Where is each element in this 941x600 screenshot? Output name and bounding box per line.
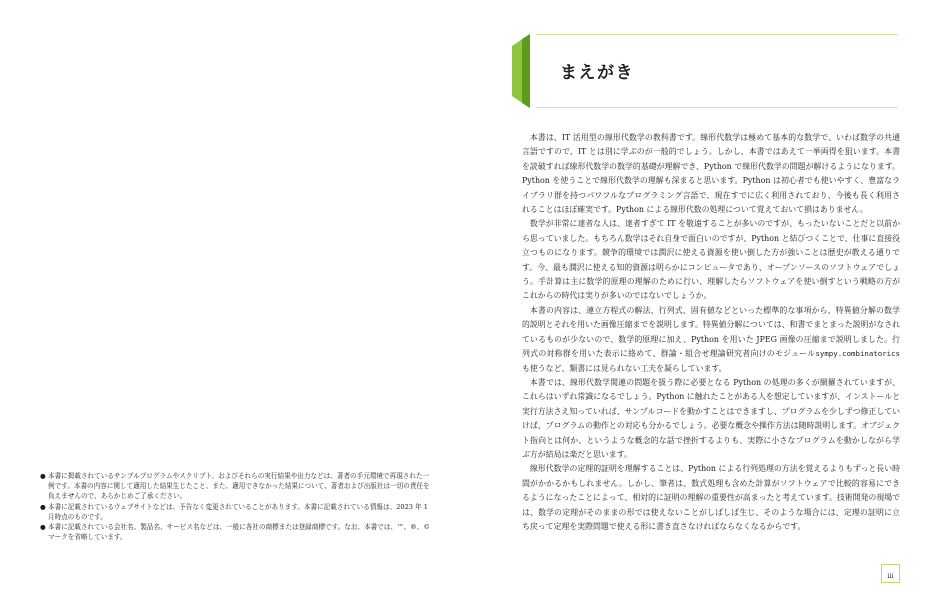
notice-item — [40, 522, 430, 542]
paragraph: 数学が非常に達者な人は、達者すぎて IT を敬遠することが多いのですが、もったいないことだと以前から思っていました。もちろん数学はそれ自身で面白いのですが、Python と結びつくことで、仕事に直接役立つものになります。競争的環境では潤沢に使える資源を使い倒した方が強いことは歴史が教える通りです。今、最も潤沢に使える知的資源は明らかにコンピュータであり、オープンソースのソフトウェアでしょう。手計算は主に数学的原理の理解のために行い、理解したらソフトウェアを使い倒すという戦略の方がこれからの時代は実りが多いのではないでしょうか。 — [522, 219, 900, 301]
page-number: iii — [881, 564, 900, 583]
chapter-tab-icon — [512, 34, 530, 108]
preface-body — [522, 131, 900, 534]
left-page — [0, 0, 470, 600]
paragraph: 本書では、線形代数学関連の問題を扱う際に必要となる Python の処理の多くが網羅されていますが、これらはいずれ常識になるでしょう。Python に触れたことがある人を想定していますが、インストールと実行方法さえ知っていれば、サンプルコードを動かすことはできますし、プログラムを少しずつ修正していけば、プログラムの動作との対応も分かるでしょう。必要な概念や操作方法は随時説明します。オブジェクト指向とは何か、というような概念的な話で挫折するよりも、実際に小さなプログラムを動かしながら学ぶ方が結局は楽だと思います。 — [522, 377, 900, 459]
paragraph-text: 本書の内容は、連立方程式の解法、行列式、固有値などといった標準的な事項から、特異値分解の数学的説明とそれを用いた画像圧縮までを説明します。特異値分解については、和書でまとまった説明がなされているものが少ないので、数学的原理に加え、Python を用いた JPEG 画像の圧縮まで説明しました。行列式の対称群を用いた表示に絡めて、群論・組合せ理論研究者向けのモジュール — [522, 305, 900, 359]
bullet-icon: ● — [40, 502, 46, 511]
bullet-icon: ● — [40, 523, 46, 532]
paragraph: 本書は、IT 活用型の線形代数学の教科書です。線形代数学は極めて基本的な数学で、いわば数学の共通言語ですので、IT とは別に学ぶのが一般的でしょう。しかし、本書ではあえて一挙両得を狙います。本書を読破すれば線形代数学の数学的基礎が理解でき、Python で線形代数学の問題が解けるようになります。Python を使うことで線形代数学の理解も深まると思います。Python は初心者でも使いやすく、豊富なライブラリ群を持つパワフルなプログラミング言語で、現在すでに広く利用されており、今後も長く利用されることはほぼ確実です。Python による線形代数の処理について覚えておいて損はありません。 — [522, 133, 900, 215]
bullet-icon: ● — [40, 472, 46, 480]
code-text: sympy.combinatorics — [815, 349, 900, 359]
right-page — [470, 0, 941, 600]
notice-item — [40, 502, 430, 522]
paragraph: 線形代数学の定理的証明を理解することは、Python による行列処理の方法を覚えるよりもずっと長い時間がかかるかもしれません。しかし、筆者は、数式処理も含めた計算がソフトウェアで比較的容易にできるようになったことによって、相対的に証明の理解の重要性が高まったと考えています。技術開発の現場では、数学の定理がそのままの形では使えないことがしばしば生じ、そのような場合には、定理の証明に立ち戻って定理を実際問題で使える形に書き直さなければならなくなるからです。 — [522, 464, 900, 531]
notice-item — [40, 471, 430, 502]
title-rule-top — [536, 34, 898, 35]
notice-text: 本書に記載されている会社名、製品名、サービス名などは、一般に各社の商標または登録商標です。なお、本書では、™、®、©マークを省略しています。 — [48, 523, 430, 542]
paragraph — [522, 304, 900, 376]
chapter-title: まえがき — [560, 63, 634, 83]
notice-block — [40, 471, 430, 542]
paragraph-text: も使うなど、類書には見られない工夫を凝らしています。 — [522, 363, 727, 373]
title-rule-bottom — [536, 107, 898, 108]
notice-text: 本書に記載されているウェブサイトなどは、予告なく変更されていることがあります。本書に記載されている情報は、2023 年 1 月時点のものです。 — [48, 502, 428, 521]
notice-text: 本書に掲載されているサンプルプログラムやスクリプト、およびそれらの実行結果や出力などは、著者の手元環境で再現された一例です。本書の内容に関して適用した結果生じたこと、また、適用できなかった結果について、著者および出版社は一切の責任を負えませんので、あらかじめご了承ください。 — [48, 472, 430, 501]
